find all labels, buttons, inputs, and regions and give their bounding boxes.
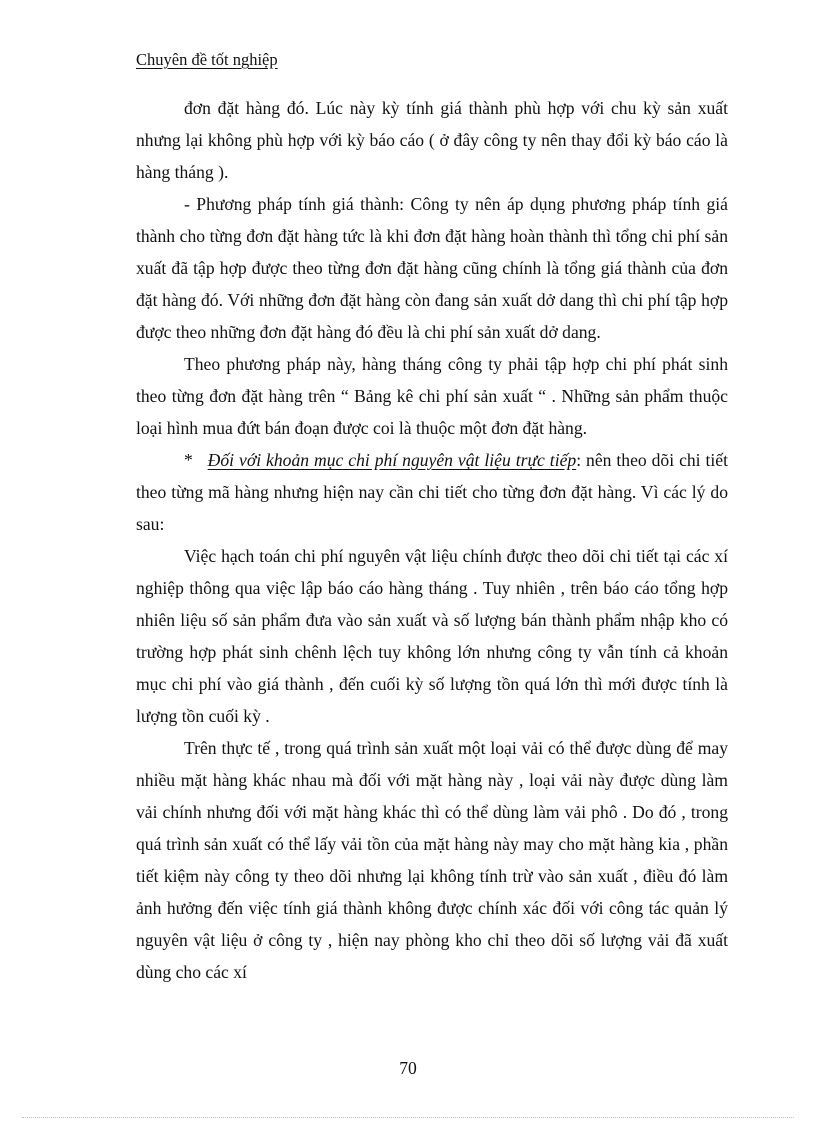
page-header: Chuyên đề tốt nghiệp xyxy=(136,50,278,69)
paragraph: Theo phương pháp này, hàng tháng công ty phải tập hợp chi phí phát sinh theo từng đơn đặt hàng trên “ Bảng kê chi phí sản xuất “ . Những sản phẩm thuộc loại hình mua đứt bán đoạn được coi là thuộc một đơn đặt hàng. xyxy=(136,354,728,438)
paragraph: Trên thực tế , trong quá trình sản xuất một loại vải có thể được dùng để may nhiều mặt hàng khác nhau mà đối với mặt hàng này , loại vải này được dùng làm vải chính nhưng đối với mặt hàng khác thì có thể dùng làm vải phô . Do đó , trong quá trình sản xuất có thể lấy vải tồn của mặt hàng này may cho mặt hàng kia , phần tiết kiệm này công ty theo dõi nhưng lại không tính trừ vào sản xuất , điều đó làm ảnh hưởng đến việc tính giá thành không được chính xác đối với công tác quản lý nguyên vật liệu ở công ty , hiện nay phòng kho chỉ theo dõi số lượng vải đã xuất dùng cho các xí xyxy=(136,738,728,982)
paragraph: - Phương pháp tính giá thành: Công ty nên áp dụng phương pháp tính giá thành cho từng đơn đặt hàng tức là khi đơn đặt hàng hoàn thành thì tổng chi phí sản xuất đã tập hợp được theo từng đơn đặt hàng cũng chính là tổng giá thành của đơn đặt hàng đó. Với những đơn đặt hàng còn đang sản xuất dở dang thì chi phí tập hợp được theo những đơn đặt hàng đó đều là chi phí sản xuất dở dang. xyxy=(136,194,728,342)
page-number: 70 xyxy=(399,1058,417,1078)
bullet-emphasis: Đối với khoản mục chi phí nguyên vật liệu trực tiếp xyxy=(207,450,577,470)
bullet-text: : nên theo dõi chi tiết theo từng mã hàng nhưng hiện nay cần chi tiết cho từng đơn đặt hàng. Vì các lý do sau: xyxy=(136,450,728,534)
footer-divider xyxy=(22,1117,794,1118)
document-body xyxy=(136,92,728,988)
paragraph: đơn đặt hàng đó. Lúc này kỳ tính giá thành phù hợp với chu kỳ sản xuất nhưng lại không phù hợp với kỳ báo cáo ( ở đây công ty nên thay đổi kỳ báo cáo là hàng tháng ). xyxy=(136,98,728,182)
bullet-paragraph xyxy=(136,444,728,540)
paragraph: Việc hạch toán chi phí nguyên vật liệu chính được theo dõi chi tiết tại các xí nghiệp thông qua việc lập báo cáo hàng tháng . Tuy nhiên , trên báo cáo tổng hợp nhiên liệu số sản phẩm đưa vào sản xuất và số lượng bán thành phẩm nhập kho có trường hợp phát sinh chênh lệch tuy không lớn nhưng công ty vẫn tính cả khoản mục chi phí vào giá thành , đến cuối kỳ số lượng tồn quá lớn thì mới được tính là lượng tồn cuối kỳ . xyxy=(136,546,728,726)
bullet-marker: * xyxy=(184,450,193,470)
